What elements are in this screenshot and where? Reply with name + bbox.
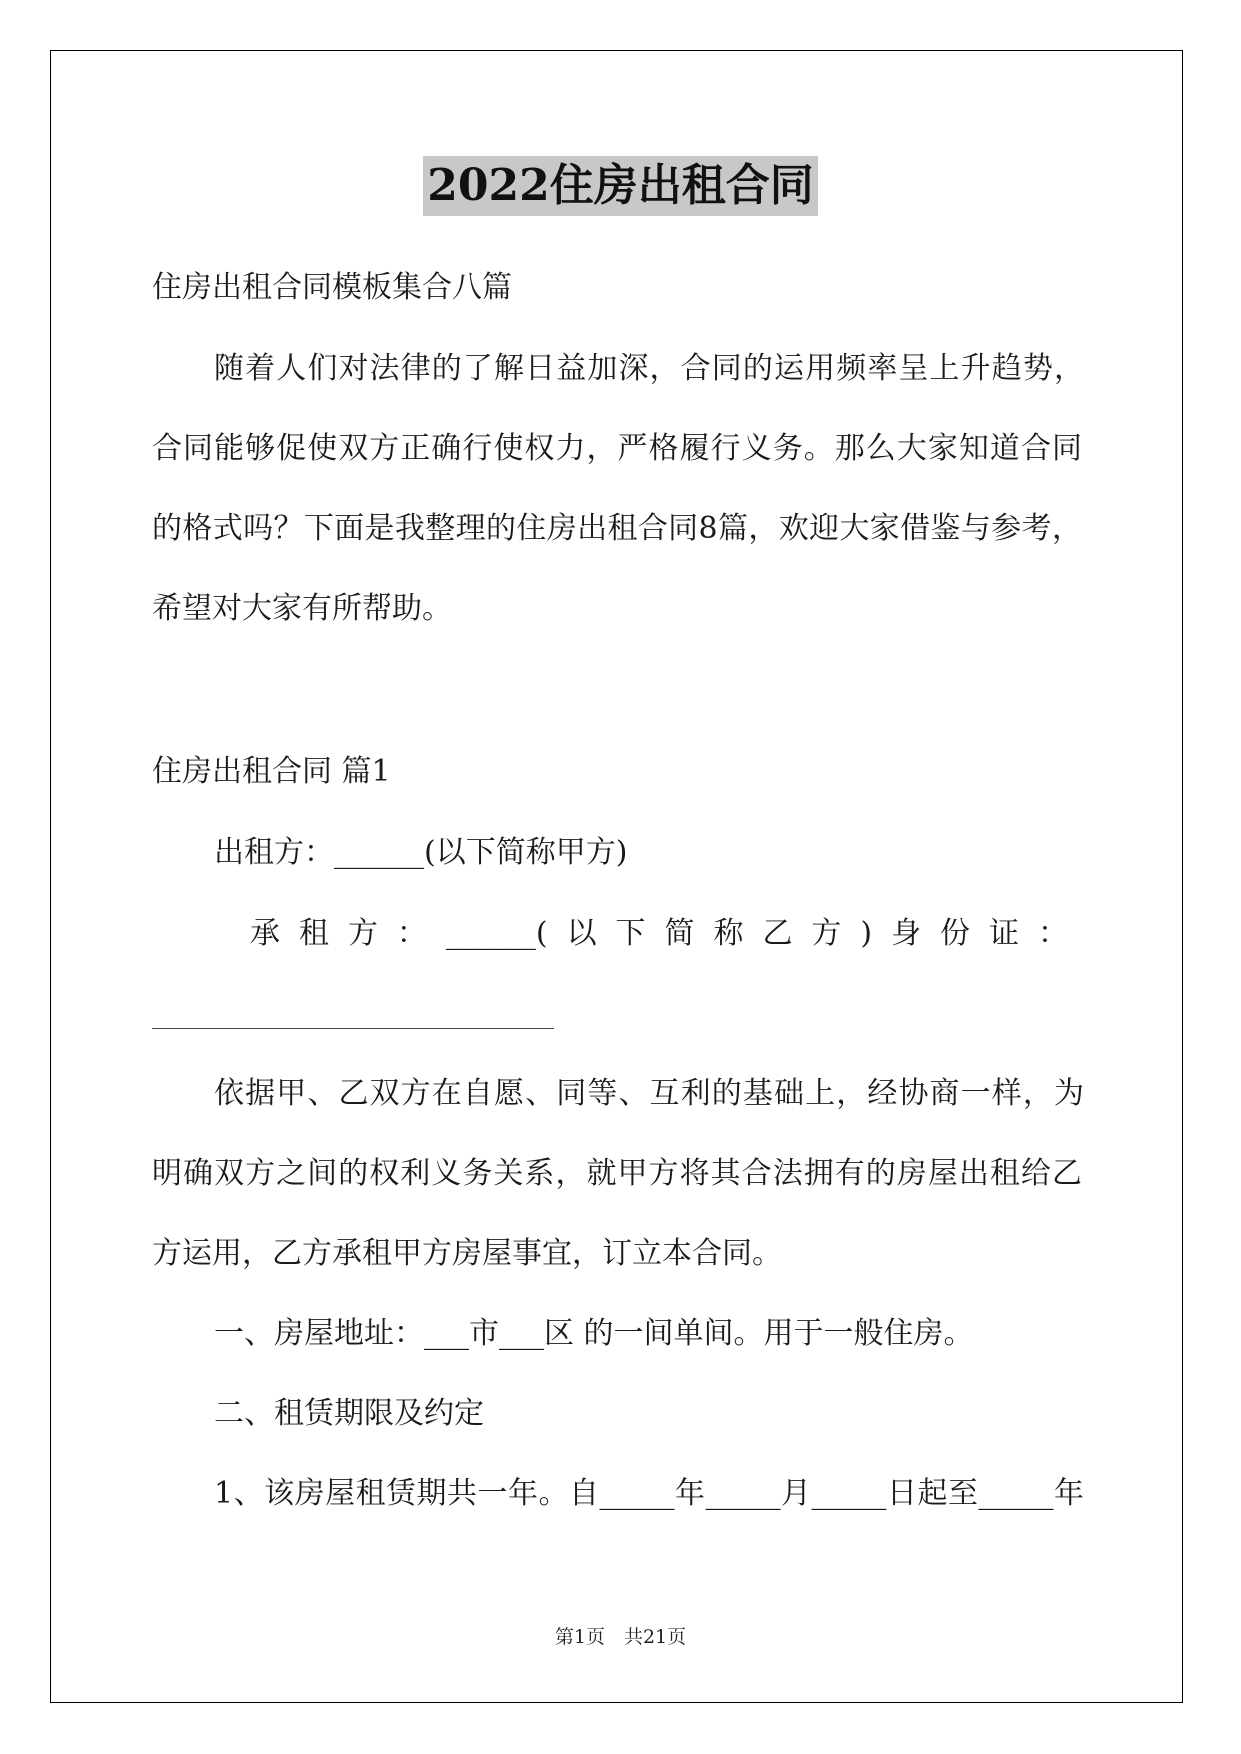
intro-line-1: 随着人们对法律的了解日益加深，合同的运用频率呈上升趋势， bbox=[214, 351, 1084, 386]
intro-line-3: 的格式吗？下面是我整理的住房出租合同8篇，欢迎大家借鉴与参考， bbox=[152, 511, 1082, 546]
lessor-line: 出租方：______(以下简称甲方) bbox=[214, 835, 628, 870]
title-container bbox=[0, 156, 1241, 216]
intro-line-2: 合同能够促使双方正确行使权力，严格履行义务。那么大家知道合同 bbox=[152, 431, 1082, 466]
clause-address: 一、房屋地址：___市___区 的一间单间。用于一般住房。 bbox=[214, 1316, 974, 1351]
document-title: 2022住房出租合同 bbox=[423, 156, 817, 216]
document-subtitle: 住房出租合同模板集合八篇 bbox=[152, 270, 512, 305]
basis-line-3: 方运用，乙方承租甲方房屋事宜，订立本合同。 bbox=[152, 1236, 782, 1271]
intro-line-4: 希望对大家有所帮助。 bbox=[152, 591, 452, 626]
id-card-blank-line bbox=[152, 1028, 554, 1029]
lessee-line: 承租方：______(以下简称乙方)身份证： bbox=[250, 916, 1068, 951]
clause-lease-term-heading: 二、租赁期限及约定 bbox=[214, 1396, 484, 1431]
clause-lease-term-1: 1、该房屋租赁期共一年。自_____年_____月_____日起至_____年 bbox=[214, 1476, 1084, 1511]
page-number: 第1页 共21页 bbox=[554, 1626, 687, 1648]
basis-line-1: 依据甲、乙双方在自愿、同等、互利的基础上，经协商一样，为 bbox=[214, 1076, 1084, 1111]
basis-line-2: 明确双方之间的权利义务关系，就甲方将其合法拥有的房屋出租给乙 bbox=[152, 1156, 1082, 1191]
section-heading: 住房出租合同 篇1 bbox=[152, 754, 391, 789]
